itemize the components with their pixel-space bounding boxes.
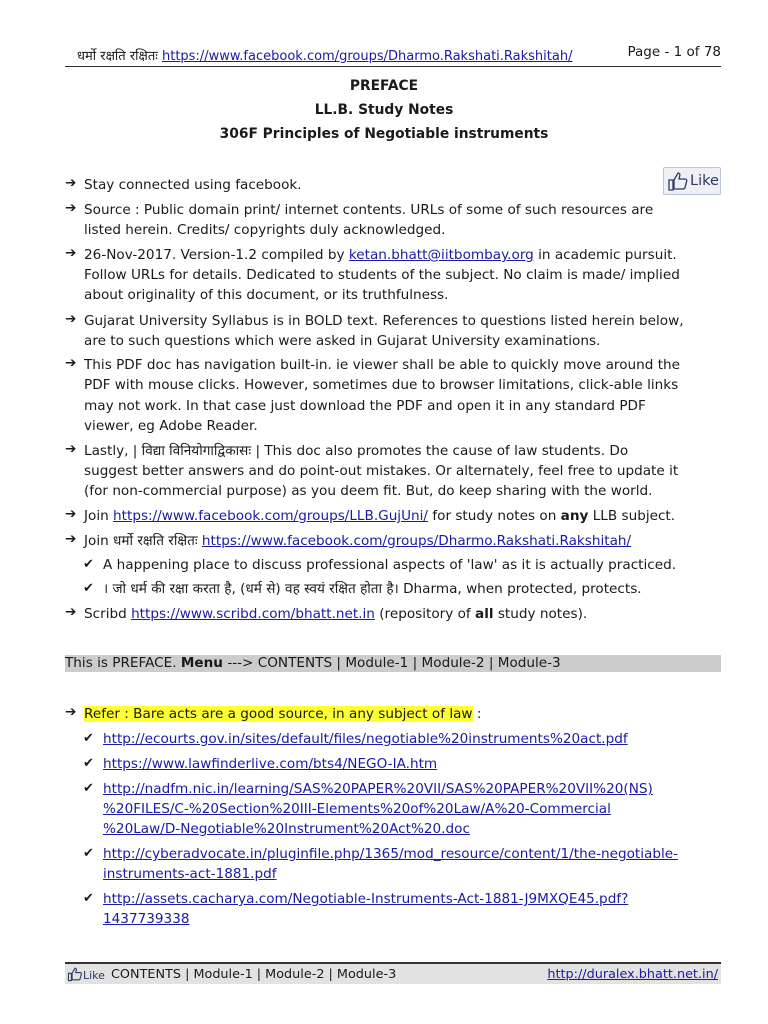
join-text: Join <box>84 508 114 524</box>
checkmark-icon: ✔ <box>83 557 94 572</box>
arrow-icon: ➔ <box>65 245 77 261</box>
footer-like-label: Like <box>83 969 105 982</box>
checkmark-icon: ✔ <box>83 731 94 746</box>
bare-act-link[interactable]: https://www.lawfinderlive.com/bts4/NEGO-IA.htm <box>103 756 438 772</box>
arrow-icon: ➔ <box>65 200 77 216</box>
arrow-icon: ➔ <box>65 704 77 720</box>
bullet-pdf-line: This PDF doc has navigation built-in. ie viewer shall be able to quickly move around the <box>84 357 681 373</box>
bullet-scribd <box>84 604 587 624</box>
footer-site-link[interactable]: http://duralex.bhatt.net.in/ <box>547 967 718 982</box>
bare-act-link[interactable]: http://nadfm.nic.in/learning/SAS%20PAPER%20VII/SAS%20PAPER%20VII%20(NS) <box>103 781 653 797</box>
arrow-icon: ➔ <box>65 355 77 371</box>
bare-act-link[interactable]: 1437739338 <box>103 911 190 927</box>
bare-act-link[interactable]: http://cyberadvocate.in/pluginfile.php/1365/mod_resource/content/1/the-negotiable- <box>103 846 679 862</box>
like-label: Like <box>690 173 719 189</box>
page-header <box>65 40 721 67</box>
checkmark-icon: ✔ <box>83 581 94 596</box>
scribd-link[interactable]: https://www.scribd.com/bhatt.net.in <box>131 606 375 622</box>
facebook-like-button[interactable] <box>663 167 721 195</box>
subject-title: 306F Principles of Negotiable instruments <box>219 126 549 142</box>
bare-act-link[interactable]: %20Law/D-Negotiable%20Instrument%20Act%20.doc <box>103 821 470 837</box>
refer-line <box>84 704 481 724</box>
nav-links[interactable]: ---> CONTENTS | Module-1 | Module-2 | Module-3 <box>227 655 561 671</box>
join-dharmo-text: Join धर्मो रक्षति रक्षितः <box>84 533 202 549</box>
dharmo-group-link[interactable]: https://www.facebook.com/groups/Dharmo.Rakshati.Rakshitah/ <box>201 533 632 549</box>
version-text-post: in academic pursuit. <box>533 247 677 263</box>
bullet-lastly-line: suggest better answers and do point-out mistakes. Or alternately, feel free to update it <box>84 463 679 479</box>
study-notes-title: LL.B. Study Notes <box>314 102 454 118</box>
bullet-source-line: listed herein. Credits/ copyrights duly acknowledged. <box>84 222 446 238</box>
bullet-facebook: Stay connected using facebook. <box>84 177 302 193</box>
footer-contents-links[interactable]: CONTENTS | Module-1 | Module-2 | Module-3 <box>111 967 397 982</box>
header-left <box>77 46 572 64</box>
version-text: 26-Nov-2017. Version-1.2 compiled by <box>84 247 349 263</box>
bare-act-link[interactable]: instruments-act-1881.pdf <box>103 866 277 882</box>
bullet-version-line: Follow URLs for details. Dedicated to students of the subject. No claim is made/ implied <box>84 267 680 283</box>
preface-nav-bar <box>65 655 721 672</box>
scribd-text-post: study notes). <box>493 606 588 622</box>
bullet-version-line <box>84 245 677 265</box>
header-group-link[interactable]: https://www.facebook.com/groups/Dharmo.Rakshati.Rakshitah/ <box>162 49 573 64</box>
checkmark-icon: ✔ <box>83 781 94 796</box>
checkmark-icon: ✔ <box>83 756 94 771</box>
dharmo-sub-item: । जो धर्म की रक्षा करता है, (धर्म से) वह स्वयं रक्षित होता है। Dharma, when protected, protects. <box>103 581 642 597</box>
nav-prefix: This is PREFACE. <box>65 655 181 671</box>
arrow-icon: ➔ <box>65 175 77 191</box>
footer-like-button[interactable] <box>65 966 105 982</box>
preface-title: PREFACE <box>349 78 419 94</box>
scribd-text: Scribd <box>84 606 132 622</box>
thumbs-up-icon <box>667 170 689 192</box>
nav-menu-label: Menu <box>180 655 223 671</box>
bullet-pdf-line: may not work. In that case just download the PDF and open it in any standard PDF <box>84 398 646 414</box>
page-number: Page - 1 of 78 <box>627 44 721 60</box>
arrow-icon: ➔ <box>65 441 77 457</box>
scribd-text-bold: all <box>475 606 494 622</box>
bullet-lastly-line: Lastly, | विद्या विनियोगाद्विकासः | This doc also promotes the cause of law students. Do <box>84 443 629 459</box>
page-footer <box>65 962 721 984</box>
thumbs-up-icon <box>67 966 83 982</box>
join-text-bold: any <box>560 508 589 524</box>
arrow-icon: ➔ <box>65 604 77 620</box>
refer-post: : <box>472 706 482 722</box>
checkmark-icon: ✔ <box>83 891 94 906</box>
header-motto: धर्मो रक्षति रक्षितः <box>77 49 158 64</box>
bullet-join-dharmo <box>84 531 631 551</box>
bullet-pdf-line: viewer, eg Adobe Reader. <box>84 418 258 434</box>
bullet-version-line: about originality of this document, or its truthfulness. <box>84 287 449 303</box>
bare-act-link[interactable]: %20FILES/C-%20Section%20III-Elements%20of%20Law/A%20-Commercial <box>103 801 611 817</box>
bullet-lastly-line: (for non-commercial purpose) as you deem fit. But, do keep sharing with the world. <box>84 483 653 499</box>
arrow-icon: ➔ <box>65 311 77 327</box>
arrow-icon: ➔ <box>65 506 77 522</box>
refer-highlight: Refer : Bare acts are a good source, in any subject of law <box>84 706 473 722</box>
scribd-text-mid: (repository of <box>374 606 476 622</box>
arrow-icon: ➔ <box>65 531 77 547</box>
bullet-join-llb <box>84 506 675 526</box>
bare-act-link[interactable]: http://ecourts.gov.in/sites/default/files/negotiable%20instruments%20act.pdf <box>103 731 628 747</box>
bullet-syllabus-line: Gujarat University Syllabus is in BOLD text. References to questions listed herein below, <box>84 313 684 329</box>
bullet-pdf-line: PDF with mouse clicks. However, sometimes due to browser limitations, click-able links <box>84 377 679 393</box>
join-text-post: LLB subject. <box>588 508 676 524</box>
bullet-source-line: Source : Public domain print/ internet contents. URLs of some of such resources are <box>84 202 654 218</box>
join-text-mid: for study notes on <box>428 508 561 524</box>
bare-act-link[interactable]: http://assets.cacharya.com/Negotiable-Instruments-Act-1881-J9MXQE45.pdf? <box>103 891 629 907</box>
bullet-syllabus-line: are to such questions which were asked in Gujarat University examinations. <box>84 333 601 349</box>
author-email-link[interactable]: ketan.bhatt@iitbombay.org <box>348 247 534 263</box>
llb-group-link[interactable]: https://www.facebook.com/groups/LLB.GujUni/ <box>113 508 429 524</box>
dharmo-sub-item: A happening place to discuss professional aspects of 'law' as it is actually practiced. <box>103 557 677 573</box>
checkmark-icon: ✔ <box>83 846 94 861</box>
